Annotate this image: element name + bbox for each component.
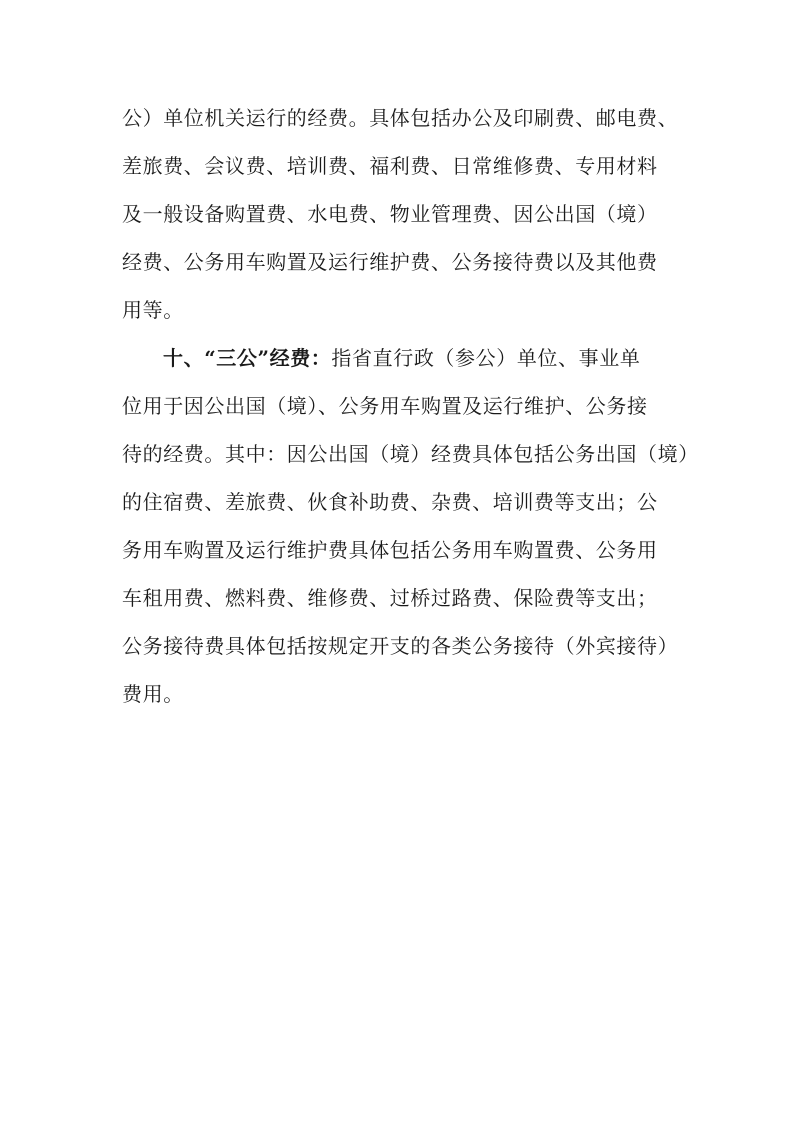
paragraph-2-first-line-text: 指省直行政（参公）单位、事业单: [331, 346, 641, 370]
paragraph-1-line-2: 差旅费、会议费、培训费、福利费、日常维修费、专用材料: [122, 154, 658, 178]
paragraph-2-line-7: 公务接待费具体包括按规定开支的各类公务接待（外宾接待）: [122, 634, 679, 658]
paragraph-1-line-5: 用等。: [122, 298, 184, 322]
paragraph-1-line-1: 公）单位机关运行的经费。具体包括办公及印刷费、邮电费、: [122, 106, 679, 130]
paragraph-2-first-line: [163, 346, 640, 370]
paragraph-2-line-2: 位用于因公出国（境）、公务用车购置及运行维护、公务接: [122, 394, 648, 418]
paragraph-2-line-6: 车租用费、燃料费、维修费、过桥过路费、保险费等支出；: [122, 586, 658, 610]
paragraph-1-line-4: 经费、公务用车购置及运行维护费、公务接待费以及其他费: [122, 250, 658, 274]
paragraph-2-line-8: 费用。: [122, 682, 184, 706]
section-heading: 十、“三公”经费：: [163, 346, 332, 370]
paragraph-2-line-5: 务用车购置及运行维护费具体包括公务用车购置费、公务用: [122, 538, 658, 562]
paragraph-2-line-4: 的住宿费、差旅费、伙食补助费、杂费、培训费等支出；公: [122, 490, 658, 514]
paragraph-2-line-3: 待的经费。其中：因公出国（境）经费具体包括公务出国（境）: [122, 442, 699, 466]
paragraph-1-line-3: 及一般设备购置费、水电费、物业管理费、因公出国（境）: [122, 202, 658, 226]
